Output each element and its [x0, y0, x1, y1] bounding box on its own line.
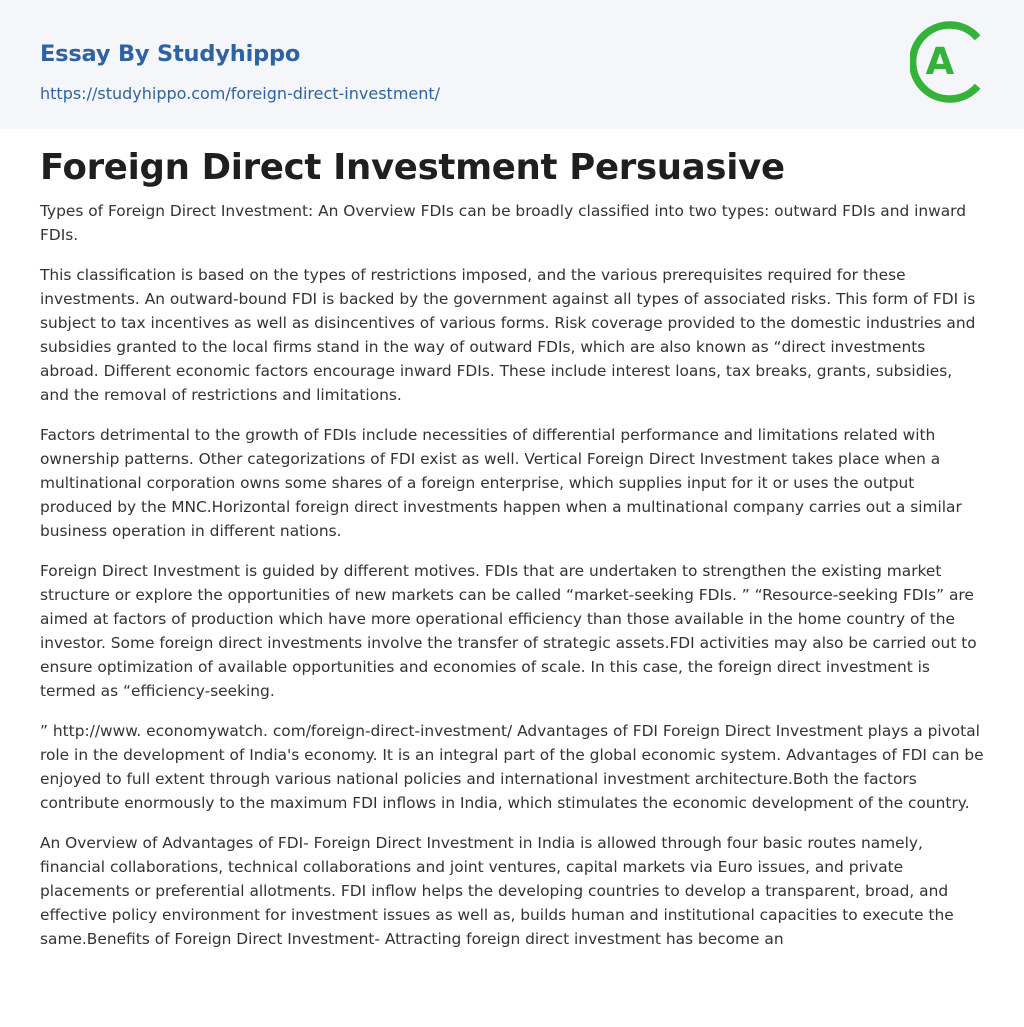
essay-content: [0, 147, 1024, 951]
site-header: [0, 0, 1024, 129]
site-title[interactable]: Essay By Studyhippo: [40, 41, 301, 67]
essay-paragraph: Foreign Direct Investment is guided by different motives. FDIs that are undertaken to strengthen the existing market structure or explore the opportunities of new markets can be called “market-seeking FDIs. ” “Resource-seeking FDIs” are aimed at factors of production which have more operational efficiency than those available in the home country of the investor. Some foreign direct investments involve the transfer of strategic assets.FDI activities may also be carried out to ensure optimization of available opportunities and economies of scale. In this case, the foreign direct investment is termed as “efficiency-seeking.: [40, 562, 977, 700]
source-url-link[interactable]: https://studyhippo.com/foreign-direct-investment/: [40, 84, 441, 103]
essay-paragraph: Types of Foreign Direct Investment: An Overview FDIs can be broadly classified into two types: outward FDIs and inward FDIs.: [40, 202, 966, 244]
logo-letter: A: [925, 40, 955, 83]
page-title: Foreign Direct Investment Persuasive: [40, 147, 785, 188]
studyhippo-logo-icon[interactable]: [910, 16, 990, 108]
essay-paragraph: ” http://www. economywatch. com/foreign-direct-investment/ Advantages of FDI Foreign Direct Investment plays a pivotal role in the development of India's economy. It is an integral part of the global economic system. Advantages of FDI can be enjoyed to full extent through various national policies and international investment architecture.Both the factors contribute enormously to the maximum FDI inflows in India, which stimulates the economic development of the country.: [40, 722, 984, 812]
essay-paragraph: Factors detrimental to the growth of FDIs include necessities of differential performance and limitations related with ownership patterns. Other categorizations of FDI exist as well. Vertical Foreign Direct Investment takes place when a multinational corporation owns some shares of a foreign enterprise, which supplies input for it or uses the output produced by the MNC.Horizontal foreign direct investments happen when a multinational company carries out a similar business operation in different nations.: [40, 426, 962, 540]
essay-paragraph: An Overview of Advantages of FDI- Foreign Direct Investment in India is allowed through four basic routes namely, financial collaborations, technical collaborations and joint ventures, capital markets via Euro issues, and private placements or preferential allotments. FDI inflow helps the developing countries to develop a transparent, broad, and effective policy environment for investment issues as well as, builds human and institutional capacities to execute the same.Benefits of Foreign Direct Investment- Attracting foreign direct investment has become an: [40, 834, 954, 948]
essay-paragraph: This classification is based on the types of restrictions imposed, and the various prerequisites required for these investments. An outward-bound FDI is backed by the government against all types of associated risks. This form of FDI is subject to tax incentives as well as disincentives of various forms. Risk coverage provided to the domestic industries and subsidies granted to the local firms stand in the way of outward FDIs, which are also known as “direct investments abroad. Different economic factors encourage inward FDIs. These include interest loans, tax breaks, grants, subsidies, and the removal of restrictions and limitations.: [40, 266, 976, 404]
